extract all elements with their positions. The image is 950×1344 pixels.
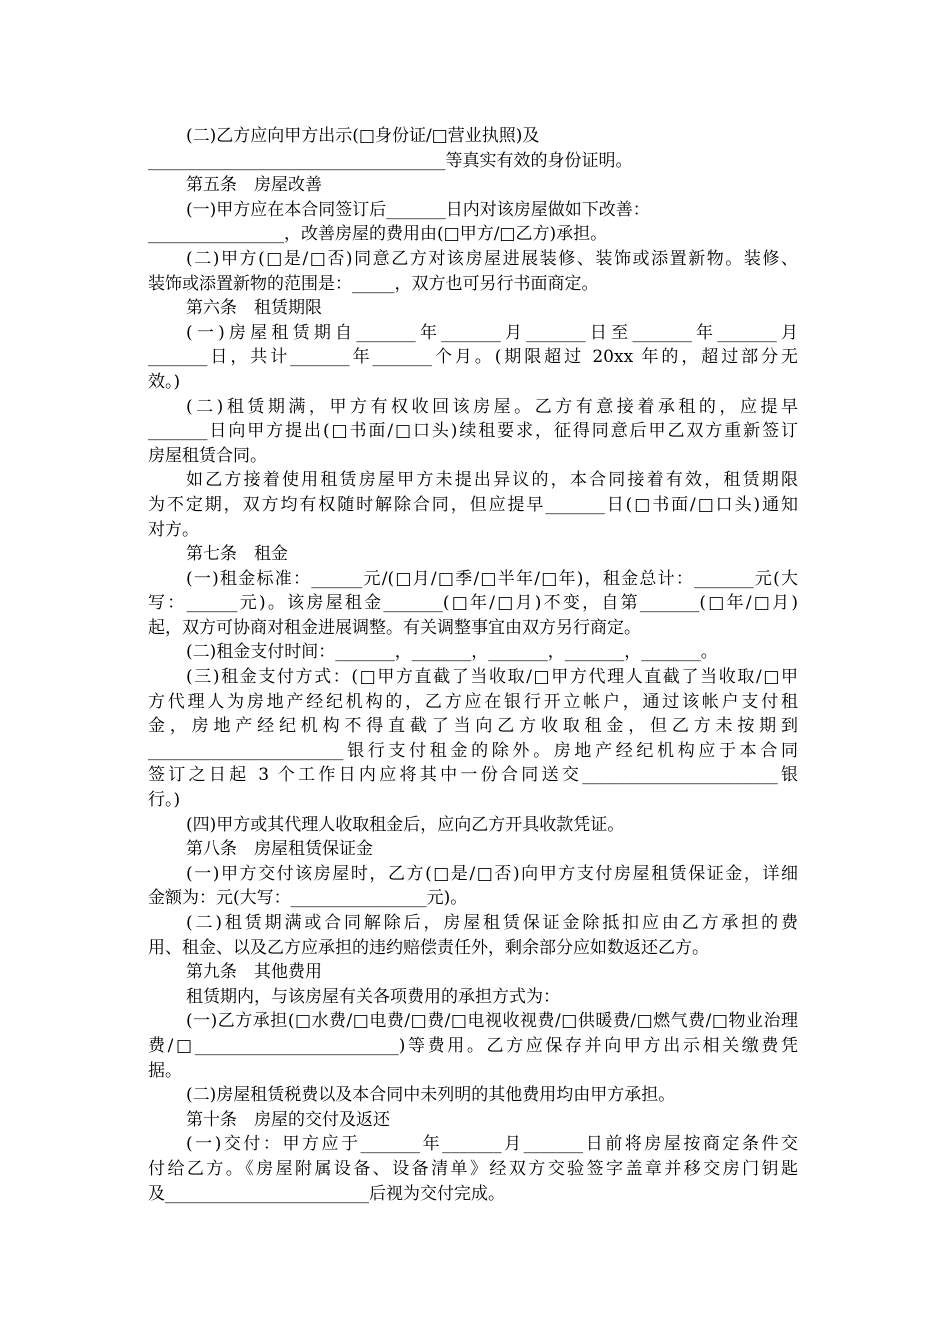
text-line: 起，双方可协商对租金进展调整。有关调整事宜由双方另行商定。 xyxy=(148,617,641,638)
text-line: 为不定期，双方均有权随时解除合同，但应提早_______日(□书面/□口头)通知 xyxy=(148,494,798,515)
text-line: (一)房屋租赁期自_______年_______月_______日至_______年_______月 xyxy=(186,322,798,343)
text-line: (二)租赁期满，甲方有权收回该房屋。乙方有意接着承租的，应提早 xyxy=(186,396,798,417)
text-line: ________________，改善房屋的费用由(□甲方/□乙方)承担。 xyxy=(148,224,608,245)
text-line: (三)租金支付方式：(□甲方直截了当收取/□甲方代理人直截了当收取/□甲 xyxy=(186,667,798,688)
text-line: (一)乙方承担(□水费/□电费/□费/□电视收视费/□供暖费/□燃气费/□物业治理 xyxy=(186,1011,798,1032)
text-line: 金额为：元(大写：________________元)。 xyxy=(148,888,468,909)
text-line: (四)甲方或其代理人收取租金后，应向乙方开具收款凭证。 xyxy=(186,814,625,835)
text-line: _______日向甲方提出(□书面/□口头)续租要求，征得同意后甲乙双方重新签订 xyxy=(148,421,798,442)
text-line: 第八条 房屋租赁保证金 xyxy=(186,839,373,860)
text-line: (二)租赁期满或合同解除后，房屋租赁保证金除抵扣应由乙方承担的费 xyxy=(186,913,798,933)
text-line: 付给乙方。《房屋附属设备、设备清单》经双方交验签字盖章并移交房门钥匙 xyxy=(148,1158,798,1179)
text-line: _______日，共计_______年_______个月。(期限超过 20xx 年的，超过部分无 xyxy=(148,347,798,368)
text-line: 第七条 租金 xyxy=(186,544,288,565)
text-line: 第六条 租赁期限 xyxy=(186,298,322,319)
text-line: 如乙方接着使用租赁房屋甲方未提出异议的，本合同接着有效，租赁期限 xyxy=(186,470,798,491)
text-line: 房屋租赁合同。 xyxy=(148,445,267,466)
document-page xyxy=(148,124,798,1206)
text-line: 效。) xyxy=(148,371,181,392)
text-line: (二)房屋租赁税费以及本合同中未列明的其他费用均由甲方承担。 xyxy=(186,1085,676,1106)
text-line: (二)乙方应向甲方出示(□身份证/□营业执照)及 xyxy=(186,126,540,146)
text-line: 费/□________________________)等费用。乙方应保存并向甲方出示相关缴费凭 xyxy=(148,1035,798,1056)
text-line: _______________________银行支付租金的除外。房地产经纪机构应于本合同 xyxy=(148,740,798,761)
text-line: 写：______元)。该房屋租金_______(□年/□月)不变，自第_______(□年/□月) xyxy=(148,593,798,614)
text-line: 及________________________后视为交付完成。 xyxy=(148,1183,505,1204)
text-line: (二)甲方(□是/□否)同意乙方对该房屋进展装修、装饰或添置新物。装修、 xyxy=(186,248,798,269)
text-line: 金，房地产经纪机构不得直截了当向乙方收取租金，但乙方未按期到 xyxy=(148,716,798,737)
text-line: 租赁期内，与该房屋有关各项费用的承担方式为： xyxy=(186,986,560,1007)
text-line: (二)租金支付时间：_______，_______，_______，_______，_______。 xyxy=(186,642,718,663)
text-line: (一)甲方应在本合同签订后_______日内对该房屋做如下改善： xyxy=(186,199,650,220)
text-line: 用、租金、以及乙方应承担的违约赔偿责任外，剩余部分应如数返还乙方。 xyxy=(148,937,709,958)
text-line: (一)交付：甲方应于_______年_______月_______日前将房屋按商定条件交 xyxy=(186,1134,798,1155)
text-line: 方代理人为房地产经纪机构的，乙方应在银行开立帐户，通过该帐户支付租 xyxy=(148,691,798,712)
text-line: 行。) xyxy=(148,790,181,811)
text-line: 对方。 xyxy=(148,519,199,540)
text-line: 签订之日起 3 个工作日内应将其中一份合同送交_______________________银 xyxy=(148,765,798,786)
text-line: (一)租金标准：______元/(□月/□季/□半年/□年)，租金总计：_______元(大 xyxy=(186,568,798,589)
text-line: ___________________________________等真实有效的身份证明。 xyxy=(148,150,633,171)
text-line: 据。 xyxy=(148,1060,182,1081)
text-line: (一)甲方交付该房屋时，乙方(□是/□否)向甲方支付房屋租赁保证金，详细 xyxy=(186,863,798,884)
text-line: 第十条 房屋的交付及返还 xyxy=(186,1109,390,1130)
text-line: 第九条 其他费用 xyxy=(186,962,322,983)
text-line: 第五条 房屋改善 xyxy=(186,175,322,196)
text-line: 装饰或添置新物的范围是：_____，双方也可另行书面商定。 xyxy=(148,273,599,294)
